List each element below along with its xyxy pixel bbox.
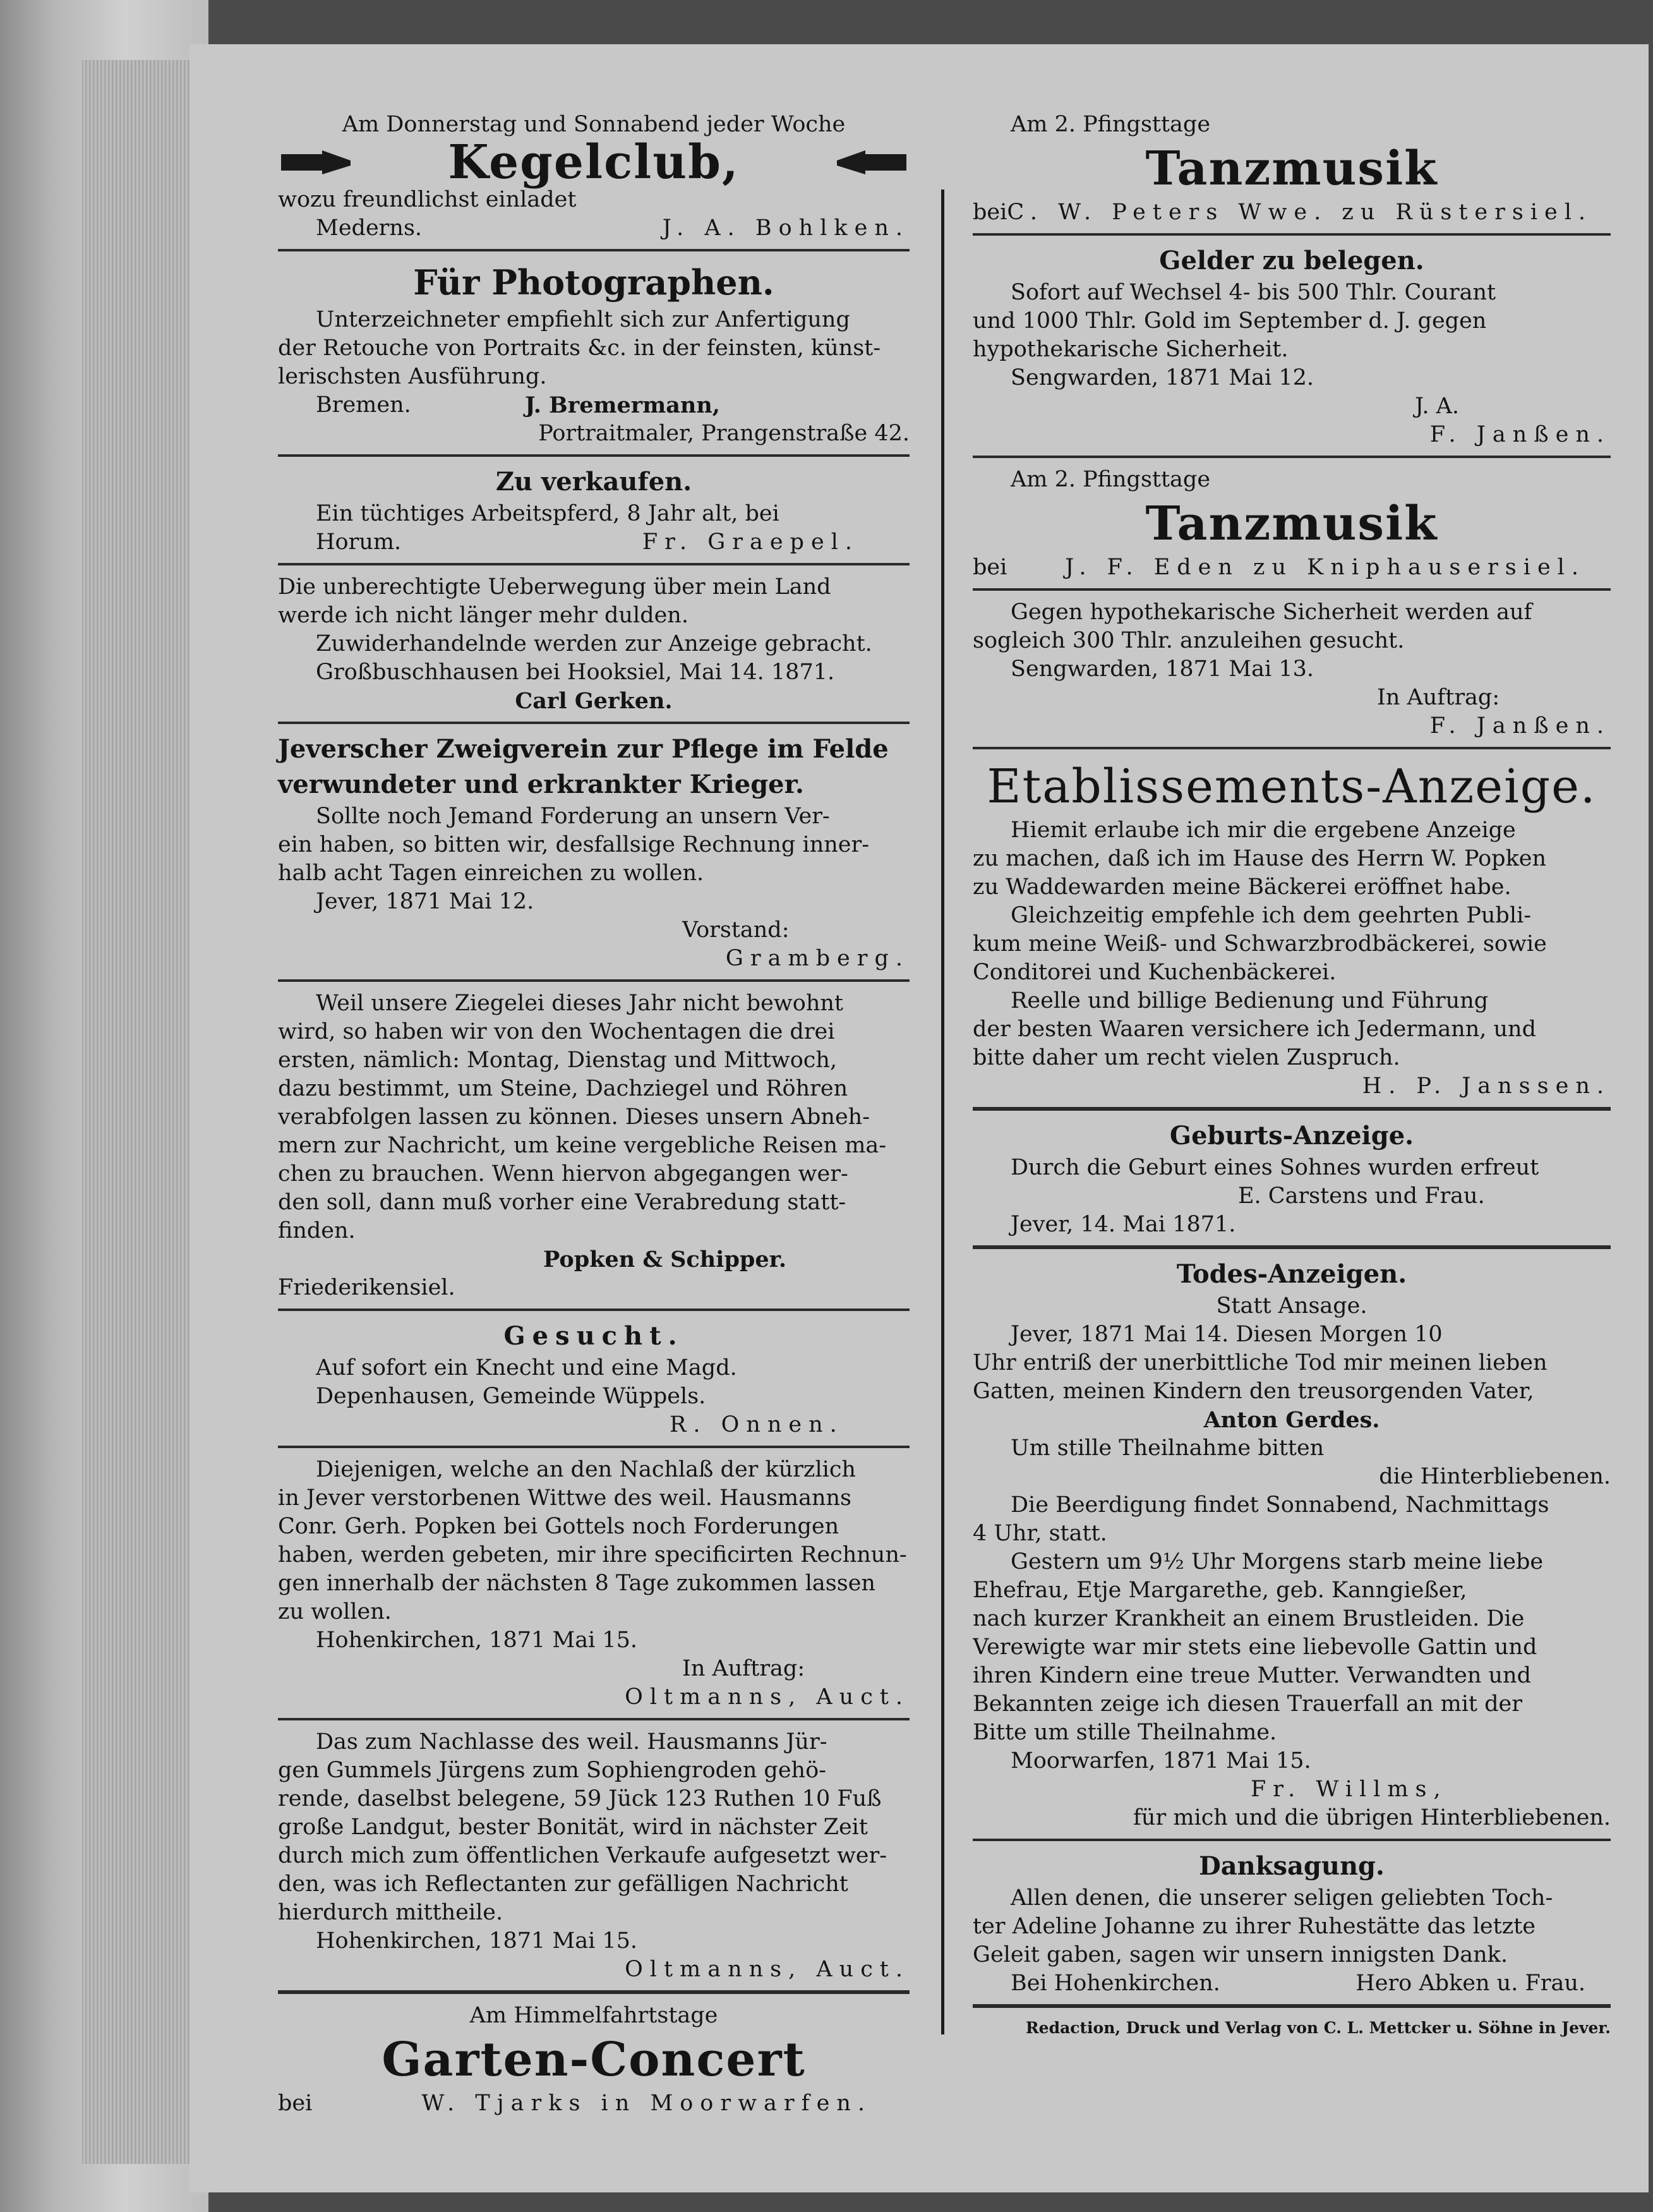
ad-kegelclub (278, 111, 910, 243)
tanz2-intro: Am 2. Pfingsttage (1011, 467, 1211, 492)
ad-tanzmusik-2 (973, 466, 1611, 582)
hypo-signature: F. Janßen. (1429, 713, 1611, 739)
verein-role: Vorstand: (682, 917, 790, 943)
todes-line: Jever, 1871 Mai 14. Diesen Morgen 10 (1011, 1322, 1443, 1347)
photo-place: Bremen. (316, 392, 411, 418)
todes-etje-line: Ehefrau, Etje Margarethe, geb. Kanngießer, (973, 1578, 1467, 1603)
tanz1-title: Tanzmusik (1145, 142, 1438, 196)
ziegelei-line: mern zur Nachricht, um keine vergebliche Reisen ma- (278, 1133, 887, 1158)
ad-landgut (278, 1728, 910, 1984)
nachlass-line: in Jever verstorbenen Wittwe des weil. Hausmanns (278, 1485, 852, 1511)
ziegelei-line: den soll, dann muß vorher eine Verabredung statt- (278, 1190, 846, 1215)
etab-signature: H. P. Janssen. (1362, 1073, 1611, 1099)
etab-line: der besten Waaren versichere ich Jedermann, und (973, 1017, 1537, 1042)
tanz1-bei: bei (973, 200, 1007, 225)
landgut-line: gen Gummels Jürgens zum Sophiengroden gehö- (278, 1758, 826, 1783)
divider (973, 588, 1611, 591)
photo-signature: J. Bremermann, (524, 392, 720, 418)
nachlass-line: Diejenigen, welche an den Nachlaß der kürzlich (316, 1457, 856, 1482)
kegel-place: Mederns. (316, 215, 423, 241)
divider (278, 1718, 910, 1720)
verein-line: halb acht Tagen einreichen zu wollen. (278, 861, 704, 886)
pointing-hand-icon (278, 148, 354, 177)
ad-nachlass (278, 1456, 910, 1712)
ad-tanzmusik-1 (973, 111, 1611, 227)
todes-line: Uhr entriß der unerbittliche Tod mir meinen lieben (973, 1350, 1548, 1375)
todes-signature: Fr. Willms, (1251, 1777, 1448, 1802)
verein-title-2: verwundeter und erkrankter Krieger. (278, 770, 804, 799)
todes-line: Gatten, meinen Kindern den treusorgenden Vater, (973, 1379, 1534, 1404)
land-line: Zuwiderhandelnde werden zur Anzeige gebracht. (316, 631, 872, 656)
todes-etje-line: Gestern um 9½ Uhr Morgens starb meine liebe (1011, 1549, 1544, 1574)
gesucht-line: Auf sofort ein Knecht und eine Magd. (316, 1355, 737, 1381)
gelder-line: hypothekarische Sicherheit. (973, 337, 1289, 362)
concert-bei: bei (278, 2091, 313, 2116)
divider (278, 249, 910, 251)
ziegelei-line: verabfolgen lassen zu können. Dieses unsern Abneh- (278, 1104, 870, 1130)
hypo-line: sogleich 300 Thlr. anzuleihen gesucht. (973, 628, 1405, 653)
gesucht-line: Depenhausen, Gemeinde Wüppels. (316, 1384, 706, 1409)
etab-line: zu machen, daß ich im Hause des Herrn W. Popken (973, 846, 1547, 871)
kegel-signature: J. A. Bohlken. (662, 215, 910, 241)
kegel-invite: wozu freundlichst einladet (278, 187, 577, 212)
divider (278, 1990, 910, 1994)
geburt-line: Durch die Geburt eines Sohnes wurden erfreut (1011, 1155, 1539, 1180)
nachlass-line: Conr. Gerh. Popken bei Gottels noch Forderungen (278, 1514, 839, 1539)
nachlass-line: zu wollen. (278, 1599, 392, 1624)
geburt-signature: E. Carstens und Frau. (1238, 1183, 1485, 1209)
concert-intro: Am Himmelfahrtstage (469, 2003, 718, 2028)
divider (278, 563, 910, 565)
divider (278, 1446, 910, 1448)
ziegelei-line: Weil unsere Ziegelei dieses Jahr nicht bewohnt (316, 991, 843, 1016)
tanz1-signature: C. W. Peters Wwe. zu Rüstersiel. (1007, 200, 1593, 225)
verein-line: ein haben, so bitten wir, desfallsige Rechnung inner- (278, 832, 870, 857)
gelder-line: und 1000 Thlr. Gold im September d. J. gegen (973, 308, 1487, 334)
hypo-date: Sengwarden, 1871 Mai 13. (1011, 656, 1314, 682)
todes-beerdigung: Die Beerdigung findet Sonnabend, Nachmittags (1011, 1492, 1549, 1518)
kegel-intro: Am Donnerstag und Sonnabend jeder Woche (342, 112, 846, 137)
gesucht-signature: R. Onnen. (670, 1412, 844, 1437)
ad-gelder (973, 243, 1611, 449)
ad-garten-concert (278, 2002, 910, 2118)
todes-etje-line: Verewigte war mir stets eine liebevolle Gattin und (973, 1635, 1537, 1660)
photo-address: Portraitmaler, Prangenstraße 42. (538, 421, 910, 446)
gesucht-title: Gesucht. (503, 1321, 684, 1351)
todes-etje-line: nach kurzer Krankheit an einem Brustleiden. Die (973, 1606, 1525, 1631)
ziegelei-line: ersten, nämlich: Montag, Dienstag und Mittwoch, (278, 1048, 838, 1073)
divider (973, 1245, 1611, 1249)
divider (278, 1308, 910, 1311)
dank-line: Geleit gaben, sagen wir unsern innigsten Dank. (973, 1942, 1508, 1967)
divider (278, 454, 910, 457)
ad-land (278, 573, 910, 715)
concert-signature: W. Tjarks in Moorwarfen. (421, 2091, 872, 2116)
photo-line: lerischsten Ausführung. (278, 364, 547, 389)
ad-etablissement (973, 757, 1611, 1101)
landgut-date: Hohenkirchen, 1871 Mai 15. (316, 1928, 638, 1954)
ziegelei-line: wird, so haben wir von den Wochentagen die drei (278, 1019, 835, 1044)
ziegelei-signature: Popken & Schipper. (543, 1247, 787, 1272)
imprint-footer: Redaction, Druck und Verlag von C. L. Mettcker u. Söhne in Jever. (1025, 2019, 1611, 2037)
gelder-line: Sofort auf Wechsel 4- bis 500 Thlr. Courant (1011, 280, 1496, 305)
sale-line: Ein tüchtiges Arbeitspferd, 8 Jahr alt, bei (316, 501, 779, 526)
ziegelei-line: dazu bestimmt, um Steine, Dachziegel und Röhren (278, 1076, 848, 1101)
tanz2-bei: bei (973, 555, 1007, 580)
land-line: Großbuschhausen bei Hooksiel, Mai 14. 1871. (316, 660, 835, 685)
tanz1-intro: Am 2. Pfingsttage (1011, 112, 1211, 137)
todes-etje-line: Bitte um stille Theilnahme. (973, 1720, 1277, 1745)
landgut-line: Das zum Nachlasse des weil. Hausmanns Jür- (316, 1729, 827, 1755)
todes-etje-line: Bekannten zeige ich diesen Trauerfall an mit der (973, 1691, 1522, 1717)
ziegelei-place: Friederikensiel. (278, 1275, 455, 1300)
ad-gesucht (278, 1319, 910, 1439)
ziegelei-line: finden. (278, 1218, 356, 1243)
divider (973, 456, 1611, 458)
ad-hypothek (973, 598, 1611, 740)
ad-todes-anzeigen (973, 1257, 1611, 1832)
ad-zweigverein (278, 732, 910, 973)
geburt-title: Geburts-Anzeige. (1169, 1121, 1414, 1151)
nachlass-date: Hohenkirchen, 1871 Mai 15. (316, 1628, 638, 1653)
etab-line: Reelle und billige Bedienung und Führung (1011, 988, 1489, 1013)
hypo-line: Gegen hypothekarische Sicherheit werden auf (1011, 600, 1532, 625)
concert-title: Garten-Concert (382, 2033, 806, 2087)
ad-geburts-anzeige (973, 1118, 1611, 1239)
ad-danksagung (973, 1849, 1611, 1998)
etab-title: Etablissements-Anzeige. (987, 759, 1597, 814)
ad-photographen (278, 259, 910, 448)
divider (973, 747, 1611, 749)
todes-beerdigung: 4 Uhr, statt. (973, 1521, 1107, 1546)
verein-line: Sollte noch Jemand Forderung an unsern Ver- (316, 804, 830, 829)
dank-line: ter Adeline Johanne zu ihrer Ruhestätte das letzte (973, 1914, 1536, 1939)
landgut-line: hierdurch mittheile. (278, 1900, 503, 1925)
land-line: Die unberechtigte Ueberwegung über mein Land (278, 574, 831, 600)
divider (973, 1107, 1611, 1111)
etab-line: kum meine Weiß- und Schwarzbrodbäckerei, sowie (973, 931, 1547, 957)
dank-place: Bei Hohenkirchen. (1011, 1971, 1220, 1996)
todes-title: Todes-Anzeigen. (1176, 1259, 1407, 1289)
todes-deceased: Anton Gerdes. (1203, 1407, 1380, 1433)
gelder-date: Sengwarden, 1871 Mai 12. (1011, 365, 1314, 390)
todes-etje-line: ihren Kindern eine treue Mutter. Verwandten und (973, 1663, 1531, 1688)
dank-title: Danksagung. (1199, 1851, 1385, 1881)
sale-signature: Fr. Graepel. (642, 529, 859, 555)
ziegelei-line: chen zu brauchen. Wenn hiervon abgegangen wer- (278, 1161, 848, 1187)
nachlass-line: gen innerhalb der nächsten 8 Tage zukommen lassen (278, 1571, 875, 1596)
divider (973, 2004, 1611, 2008)
nachlass-role: In Auftrag: (682, 1656, 805, 1681)
land-line: werde ich nicht länger mehr dulden. (278, 603, 688, 628)
tanz2-signature: J. F. Eden zu Kniphausersiel. (1065, 555, 1585, 580)
divider (973, 233, 1611, 236)
landgut-line: rende, daselbst belegene, 59 Jück 123 Ruthen 10 Fuß (278, 1786, 882, 1811)
todes-hinterbliebenen: die Hinterbliebenen. (1379, 1464, 1611, 1489)
tanz2-title: Tanzmusik (1145, 497, 1438, 551)
verein-signature: Gramberg. (725, 946, 910, 971)
ad-ziegelei (278, 989, 910, 1302)
etab-line: Conditorei und Kuchenbäckerei. (973, 960, 1337, 985)
todes-statt: Statt Ansage. (1216, 1293, 1367, 1319)
gelder-title: Gelder zu belegen. (1159, 246, 1424, 275)
etab-line: Gleichzeitig empfehle ich dem geehrten Publi- (1011, 903, 1532, 928)
kegel-title: Kegelclub, (448, 135, 740, 190)
gelder-signature: F. Janßen. (1429, 422, 1611, 447)
hypo-role: In Auftrag: (1377, 685, 1500, 710)
divider (973, 1839, 1611, 1841)
todes-fuer: für mich und die übrigen Hinterbliebenen. (1133, 1805, 1611, 1830)
divider (278, 979, 910, 982)
pointing-hand-icon (834, 148, 910, 177)
verein-title-1: Jeverscher Zweigverein zur Pflege im Felde (278, 734, 889, 764)
sale-place: Horum. (316, 529, 402, 555)
landgut-signature: Oltmanns, Auct. (625, 1957, 910, 1982)
geburt-date: Jever, 14. Mai 1871. (1011, 1212, 1236, 1237)
etab-line: zu Waddewarden meine Bäckerei eröffnet habe. (973, 874, 1512, 900)
dank-signature: Hero Abken u. Frau. (1355, 1971, 1585, 1996)
landgut-line: große Landgut, bester Bonität, wird in nächster Zeit (278, 1815, 868, 1840)
etab-line: bitte daher um recht vielen Zuspruch. (973, 1045, 1400, 1070)
todes-bitten: Um stille Theilnahme bitten (1011, 1435, 1325, 1461)
column-rule (941, 190, 944, 2034)
photo-title: Für Photographen. (413, 262, 774, 303)
divider (278, 722, 910, 724)
nachlass-line: haben, werden gebeten, mir ihre specificirten Rechnun- (278, 1542, 907, 1568)
landgut-line: den, was ich Reflectanten zur gefälligen Nachricht (278, 1871, 848, 1897)
gelder-role: J. A. (1415, 394, 1459, 419)
dank-line: Allen denen, die unserer seligen geliebten Toch- (1011, 1885, 1553, 1911)
verein-date: Jever, 1871 Mai 12. (316, 889, 534, 914)
ad-zu-verkaufen (278, 464, 910, 557)
nachlass-signature: Oltmanns, Auct. (625, 1684, 910, 1710)
sale-title: Zu verkaufen. (495, 467, 692, 497)
left-column (278, 111, 910, 2118)
etab-line: Hiemit erlaube ich mir die ergebene Anzeige (1011, 818, 1516, 843)
photo-line: Unterzeichneter empfiehlt sich zur Anfertigung (316, 307, 850, 332)
photo-line: der Retouche von Portraits &c. in der feinsten, künst- (278, 335, 881, 361)
landgut-line: durch mich zum öffentlichen Verkaufe aufgesetzt wer- (278, 1843, 887, 1868)
right-column (973, 111, 1611, 2041)
todes-date: Moorwarfen, 1871 Mai 15. (1011, 1748, 1311, 1774)
land-signature: Carl Gerken. (515, 688, 673, 714)
